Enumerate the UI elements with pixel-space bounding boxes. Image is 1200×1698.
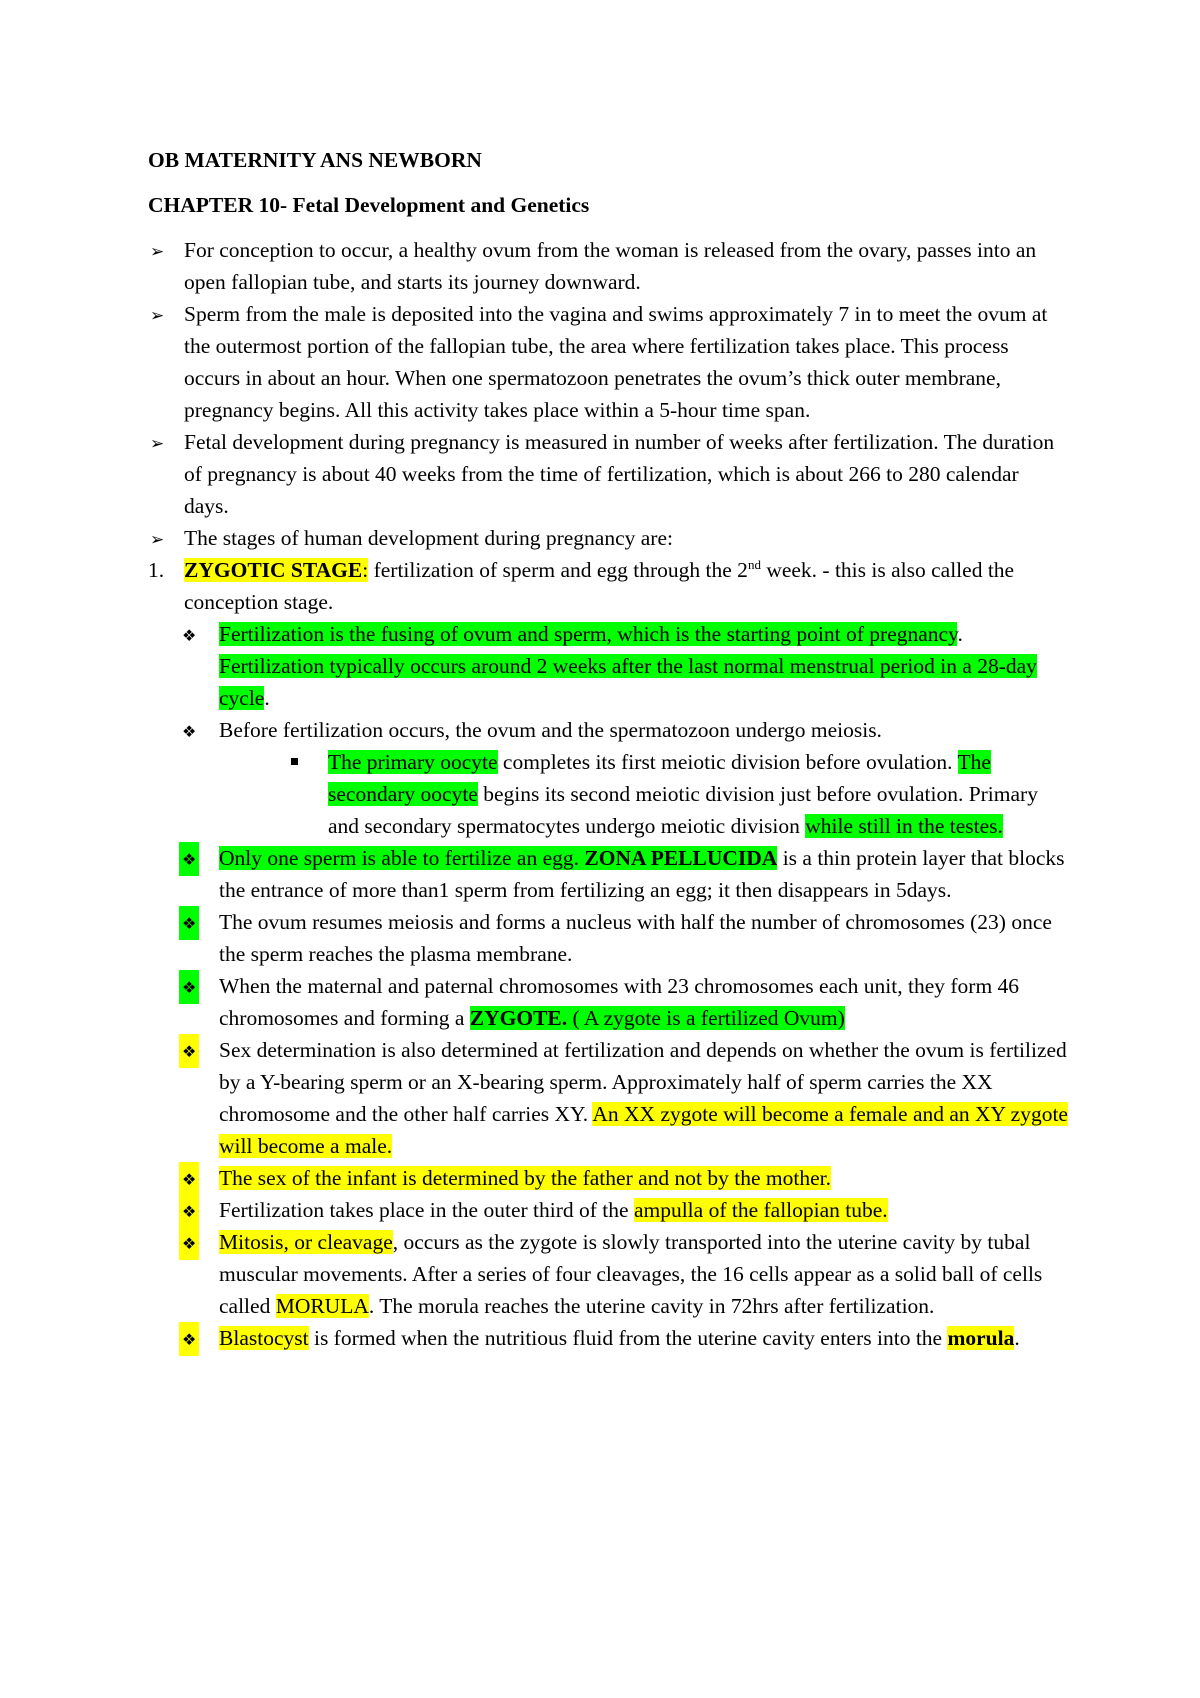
four-diamond-bullet-icon: ❖ [179,1226,199,1260]
arrowhead-bullet-icon: ➢ [150,242,165,262]
list-number: 1. [148,558,165,582]
four-diamond-bullet-icon: ❖ [179,970,199,1004]
highlight-text: ( A zygote is a fertilized Ovum) [567,1006,845,1030]
list-item-text: The stages of human development during pregnancy are: [184,526,673,550]
highlight-text: The sex of the infant is determined by the father and not by the mother. [219,1166,831,1190]
highlight-text: Fertilization typically occurs around 2 weeks after the last normal menstrual period in a 28-day cycle [219,654,1037,710]
numbered-item [148,554,1068,618]
plain-text: completes its first meiotic division before ovulation. [497,750,958,774]
plain-text: is a thin protein layer that blocks the entrance of more than1 sperm from fertilizing an egg; it then disappears in 5days. [219,846,1065,902]
highlight-term: Mitosis, or cleavage [219,1230,393,1254]
list-item-text: Sperm from the male is deposited into the vagina and swims approximately 7 in to meet the ovum at the outermost portion of the fallopian tube, the area where fertilization takes place. This process occurs in about an hour. When one spermatozoon penetrates the ovum’s thick outer membrane, pregnancy begins. All this activity takes place within a 5-hour time span. [184,302,1048,422]
list-item [148,1322,1068,1354]
plain-text: Sex determination is also determined at fertilization and depends on whether the ovum is fertilized by a Y-bearing sperm or an X-bearing sperm. Approximately half of sperm carries the XX chromosome and the other half carries XY. [219,1038,1067,1126]
list-item [148,618,1068,714]
highlight-term: morula [947,1326,1015,1350]
highlight-text: is the fusing of ovum and sperm, which is the starting point of pregnancy [324,622,958,646]
highlight-term: Fertilization [219,622,325,646]
list-item [148,234,1068,298]
plain-text: begins its second meiotic division just before ovulation. Primary and secondary spermatocytes undergo meiotic division [328,782,1038,838]
plain-text: When the maternal and paternal chromosomes with 23 chromosomes each unit, they form 46 chromosomes and forming a [219,974,1020,1030]
highlight-term: Blastocyst [219,1326,309,1350]
list-item [148,522,1068,554]
list-item [148,970,1068,1034]
list-item-text: Fetal development during pregnancy is measured in number of weeks after fertilization. The duration of pregnancy is about 40 weeks from the time of fertilization, which is about 266 to 280 calendar days. [184,430,1055,518]
chapter-heading: CHAPTER 10- Fetal Development and Genetics [148,193,590,217]
plain-text: , occurs as the zygote is slowly transported into the uterine cavity by tubal muscular movements. After a series of four cleavages, the 16 cells appear as a solid ball of cells called [219,1230,1043,1318]
arrowhead-bullet-icon: ➢ [150,306,165,326]
plain-text: is formed when the nutritious fluid from the uterine cavity enters into the [308,1326,948,1350]
highlight-text: Only one sperm is able to fertilize an egg. [219,846,585,870]
list-item [148,298,1068,426]
list-item-text: For conception to occur, a healthy ovum from the woman is released from the ovary, passes into an open fallopian tube, and starts its journey downward. [184,238,1037,294]
plain-text: Fertilization takes place in the outer third of the [219,1198,634,1222]
highlight-term: MORULA [275,1294,369,1318]
stage-text: fertilization of sperm and egg through the 2 [368,558,748,582]
list-item-text: Before fertilization occurs, the ovum and the spermatozoon undergo meiosis. [219,718,882,742]
arrowhead-bullet-icon: ➢ [150,530,165,550]
highlight-term: The primary oocyte [328,750,498,774]
four-diamond-bullet-icon: ❖ [179,1322,199,1356]
list-item [148,842,1068,906]
highlight-text: An XX zygote will become a female and an XY zygote will become a male. [219,1102,1068,1158]
list-item [148,714,1068,746]
four-diamond-bullet-icon: ❖ [179,842,199,876]
stage-text-cont: week. - this is also called the conception stage. [184,558,1015,614]
list-item-text: The ovum resumes meiosis and forms a nucleus with half the number of chromosomes (23) once the sperm reaches the plasma membrane. [219,910,1052,966]
stage-colon: : [362,558,369,582]
list-item [148,426,1068,522]
four-diamond-bullet-icon: ❖ [179,1194,199,1228]
plain-text: . [957,622,963,646]
list-item [148,1034,1068,1162]
highlight-term: ZONA PELLUCIDA [584,846,778,870]
four-diamond-bullet-icon: ❖ [179,1034,199,1068]
highlight-term: The secondary oocyte [328,750,991,806]
arrowhead-bullet-icon: ➢ [150,434,165,454]
document-title: OB MATERNITY ANS NEWBORN [148,148,482,172]
four-diamond-bullet-icon: ❖ [179,1162,199,1196]
list-item [148,1162,1068,1194]
highlight-term: ZYGOTE. [469,1006,568,1030]
four-diamond-bullet-icon: ❖ [182,626,197,645]
stage-label: ZYGOTIC STAGE [184,558,363,582]
highlight-text: ampulla of the fallopian tube. [633,1198,888,1222]
plain-text: . [264,686,270,710]
plain-text: . [1014,1326,1020,1350]
square-bullet-icon [291,746,298,778]
list-item [148,1226,1068,1322]
four-diamond-bullet-icon: ❖ [182,722,197,741]
ordinal-suffix: nd [747,556,761,572]
sub-list-item [148,746,1068,842]
document-body [148,144,1068,1354]
four-diamond-bullet-icon: ❖ [179,906,199,940]
list-item [148,906,1068,970]
highlight-text: while still in the testes. [805,814,1003,838]
list-item [148,1194,1068,1226]
plain-text: . The morula reaches the uterine cavity in 72hrs after fertilization. [368,1294,935,1318]
